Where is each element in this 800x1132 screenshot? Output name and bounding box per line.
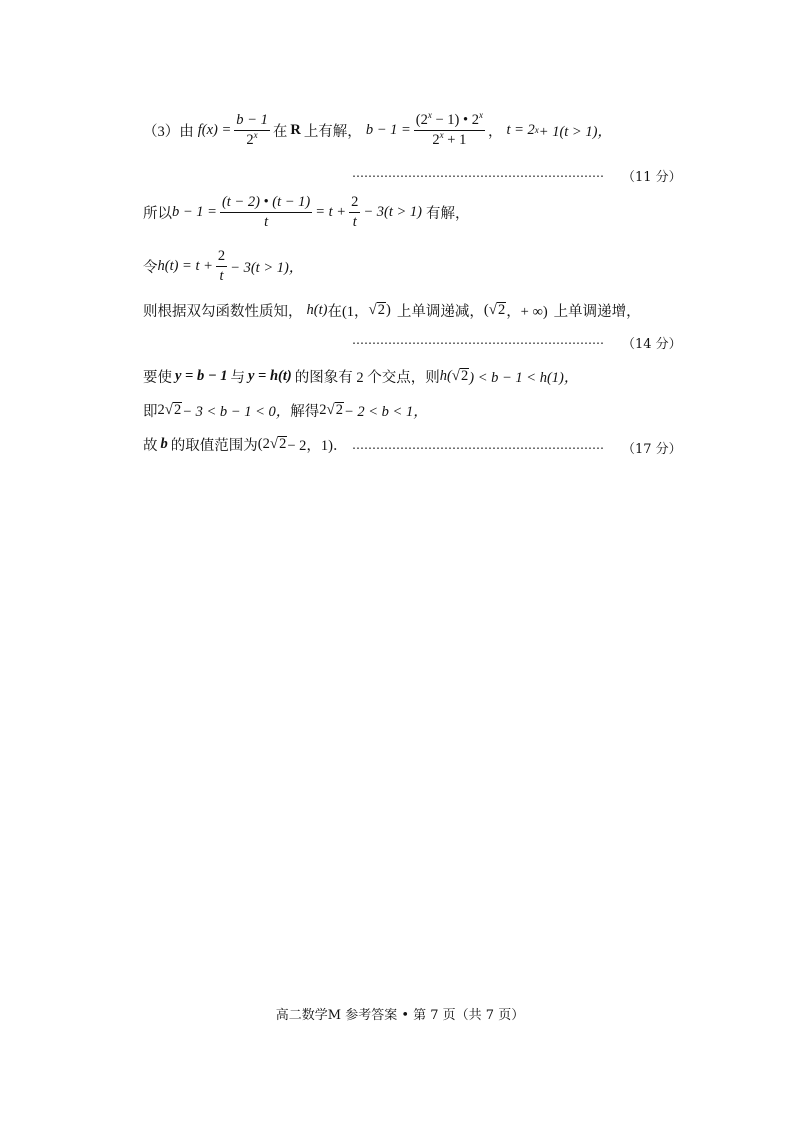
math: − 2，1)． [287, 438, 348, 454]
numerator: (t − 2) • (t − 1) [220, 194, 312, 213]
math: b − 1 = [172, 203, 217, 220]
math: b [160, 436, 168, 452]
text: （3）由 [143, 123, 194, 140]
radical-sign-icon: √ [488, 302, 497, 318]
math: − 3(t > 1) [363, 203, 422, 220]
page-footer: 高二数学M 参考答案 • 第 7 页（共 7 页） [275, 1008, 525, 1023]
math: (2 [257, 436, 270, 452]
real-set-symbol: R [290, 121, 301, 138]
exponent: x [478, 110, 483, 121]
text: 的图象有 2 个交点，则 [294, 370, 440, 386]
sqrt [489, 302, 506, 319]
radicand: 2 [497, 302, 506, 319]
radicand: 2 [377, 302, 386, 319]
math: f(x) = [197, 121, 232, 138]
part: (2 [415, 112, 428, 128]
math: ( [483, 302, 489, 318]
numerator: 2 [216, 248, 227, 267]
line-conclusion [143, 434, 347, 455]
base: 2 [432, 131, 440, 148]
math: h( [439, 368, 452, 384]
sqrt [165, 402, 182, 419]
denominator: t [352, 213, 357, 230]
math: − 2 < b < 1， [343, 404, 428, 420]
score-dots: ……………………………………………………… [352, 438, 604, 452]
math: 2 [157, 402, 165, 418]
score-label: （14 分） [622, 337, 682, 352]
fraction [216, 248, 227, 284]
exponent: x [439, 129, 444, 140]
math: h(t) [306, 302, 328, 318]
score-dots: ……………………………………………………… [352, 333, 604, 347]
denominator: t [264, 213, 269, 230]
math: y = b − 1 [175, 368, 228, 384]
score-dots: ……………………………………………………… [352, 166, 604, 180]
radicand: 2 [279, 436, 287, 453]
text: 上有解， [303, 123, 362, 140]
sqrt [327, 402, 344, 419]
math: ，+ ∞) [506, 304, 548, 320]
math: 2 [319, 402, 327, 418]
text: 要使 [143, 370, 172, 386]
line-monotonicity [143, 300, 641, 321]
math: − 3(t > 1)， [230, 259, 304, 276]
radical-sign-icon: √ [451, 368, 461, 384]
score-label: （17 分） [622, 442, 682, 457]
math: y = h(t) [248, 368, 292, 384]
exponent: x [427, 110, 432, 121]
radicand: 2 [335, 402, 343, 419]
math: ) < b − 1 < h(1)， [469, 370, 579, 386]
math: = t + [315, 203, 347, 220]
line-part3-intro: （3）由 f(x) = $\frac{b - 1}{2^x}$ 在 R 上有解， b − 1 = $\frac{(2^x - 1) • 2^x}{2^x + 1}$ ， t = 2 x + 1(t > 1)， [143, 110, 612, 148]
radical-sign-icon: √ [368, 302, 377, 318]
line-let-h [143, 248, 303, 284]
fraction [349, 194, 360, 230]
line-so-solvable [143, 194, 469, 230]
math: b − 1 = [365, 121, 411, 138]
sqrt [369, 302, 386, 319]
text: 令 [143, 259, 158, 276]
part: + 1 [443, 131, 467, 148]
sqrt [270, 436, 287, 453]
text: 上单调递减， [396, 304, 484, 320]
math: h(t) = t + [157, 257, 213, 274]
text: 所以 [143, 205, 172, 222]
text: 上单调递增， [553, 304, 641, 320]
sqrt [452, 368, 469, 385]
text: 故 [143, 438, 158, 454]
denominator [244, 131, 259, 149]
fraction [414, 112, 485, 148]
radical-sign-icon: √ [164, 402, 173, 418]
numerator: 2 [349, 194, 360, 213]
score-label: （11 分） [622, 170, 682, 185]
fraction [220, 194, 312, 230]
math: ) [386, 302, 391, 318]
math: + 1(t > 1)， [538, 123, 612, 140]
radicand: 2 [173, 402, 182, 419]
math: t = 2 [506, 121, 535, 138]
text: 在 [272, 123, 288, 140]
line-inequality [143, 400, 428, 421]
text: 与 [230, 370, 245, 386]
radicand: 2 [461, 368, 469, 385]
text: 则根据双勾函数性质知， [143, 304, 303, 320]
fraction [234, 112, 270, 148]
text: 解得 [290, 404, 320, 420]
base: 2 [246, 131, 254, 148]
math: (1， [341, 304, 369, 320]
part: − 1) • 2 [431, 112, 479, 128]
math: − 3 < b − 1 < 0， [182, 404, 291, 420]
text: 有解， [425, 205, 470, 222]
line-intersections [143, 366, 578, 387]
text: 的取值范围为 [170, 438, 258, 454]
numerator [414, 112, 485, 131]
text: ， [487, 123, 503, 140]
radical-sign-icon: √ [269, 436, 279, 452]
denominator [430, 131, 468, 149]
exponent: x [253, 129, 258, 140]
denominator: t [219, 267, 224, 284]
text: 在 [327, 304, 342, 320]
numerator: b − 1 [234, 112, 270, 131]
text: 即 [143, 404, 158, 420]
radical-sign-icon: √ [326, 402, 335, 418]
